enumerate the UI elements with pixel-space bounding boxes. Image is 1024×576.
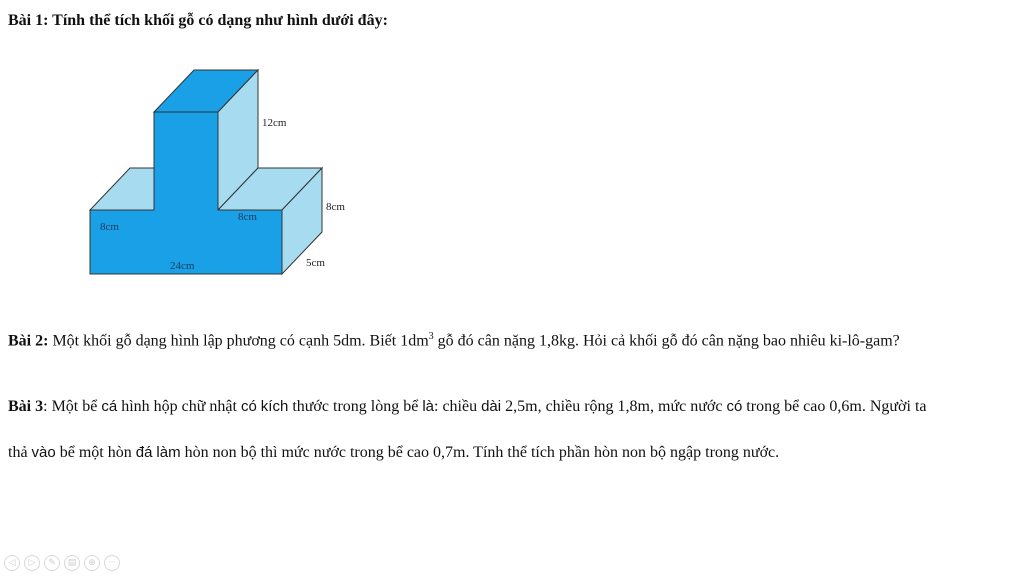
pen-icon[interactable]: ✎	[44, 555, 60, 571]
p3-seg: đá	[135, 444, 153, 461]
figure-svg	[80, 60, 380, 290]
more-options-icon[interactable]: ···	[104, 555, 120, 571]
next-slide-icon[interactable]: ▷	[24, 555, 40, 571]
label-8cm-mid: 8cm	[238, 211, 257, 223]
p3-seg: cá	[101, 398, 118, 415]
p3-seg: trong bể cao 0,6m. Người ta	[742, 398, 927, 415]
problem-2	[8, 326, 1016, 352]
p3-seg: : chiều	[434, 398, 482, 415]
p3-seg: có	[726, 398, 743, 415]
problem-2-label: Bài 2:	[8, 332, 49, 350]
slideshow-controls	[4, 555, 120, 571]
slides-grid-icon[interactable]: ▤	[64, 555, 80, 571]
problem-3	[8, 396, 1016, 418]
label-24cm: 24cm	[170, 260, 195, 272]
p3-seg: vào	[31, 444, 56, 461]
zoom-icon[interactable]: ⊕	[84, 555, 100, 571]
label-12cm: 12cm	[262, 117, 287, 129]
p3-seg: 2,5m, chiều rộng 1,8m, mức nước	[501, 398, 727, 415]
p3-seg: kích	[260, 398, 289, 415]
p3-seg: hình hộp chữ nhật	[117, 398, 241, 415]
left-wing-top-face	[90, 168, 154, 210]
problem-1-text: : Tính thể tích khối gỗ có dạng như hình dưới đây:	[43, 12, 388, 29]
problem-3-label: Bài 3	[8, 398, 44, 415]
p3-seg: thả	[8, 444, 32, 461]
problem-2-superscript: 3	[428, 331, 434, 342]
p3-seg: : Một bể	[43, 398, 102, 415]
label-8cm-side: 8cm	[326, 201, 345, 213]
p3-seg: hòn non bộ thì mức nước trong bể cao 0,7m. Tính thể tích phần hòn non bộ ngập trong nước.	[180, 444, 780, 461]
problem-1-label: Bài 1	[8, 12, 44, 29]
p3-seg: bể một hòn	[55, 444, 136, 461]
p3-seg: dài	[481, 398, 502, 415]
problem-3-line-2	[8, 442, 1016, 464]
prev-slide-icon[interactable]: ◁	[4, 555, 20, 571]
p3-seg: làm	[156, 444, 181, 461]
problem-1	[8, 12, 388, 30]
label-5cm: 5cm	[306, 257, 325, 269]
problem-2-text-a: Một khối gỗ dạng hình lập phương có cạnh 5dm. Biết 1dm	[48, 332, 429, 350]
p3-seg: có	[240, 398, 257, 415]
p3-seg: thước trong lòng bể	[288, 398, 423, 415]
problem-2-text-b: gỗ đó cân nặng 1,8kg. Hỏi cả khối gỗ đó cân nặng bao nhiêu ki-lô-gam?	[433, 332, 900, 350]
label-8cm-left: 8cm	[100, 221, 119, 233]
p3-seg: là	[422, 398, 434, 415]
wooden-block-figure	[80, 60, 380, 295]
